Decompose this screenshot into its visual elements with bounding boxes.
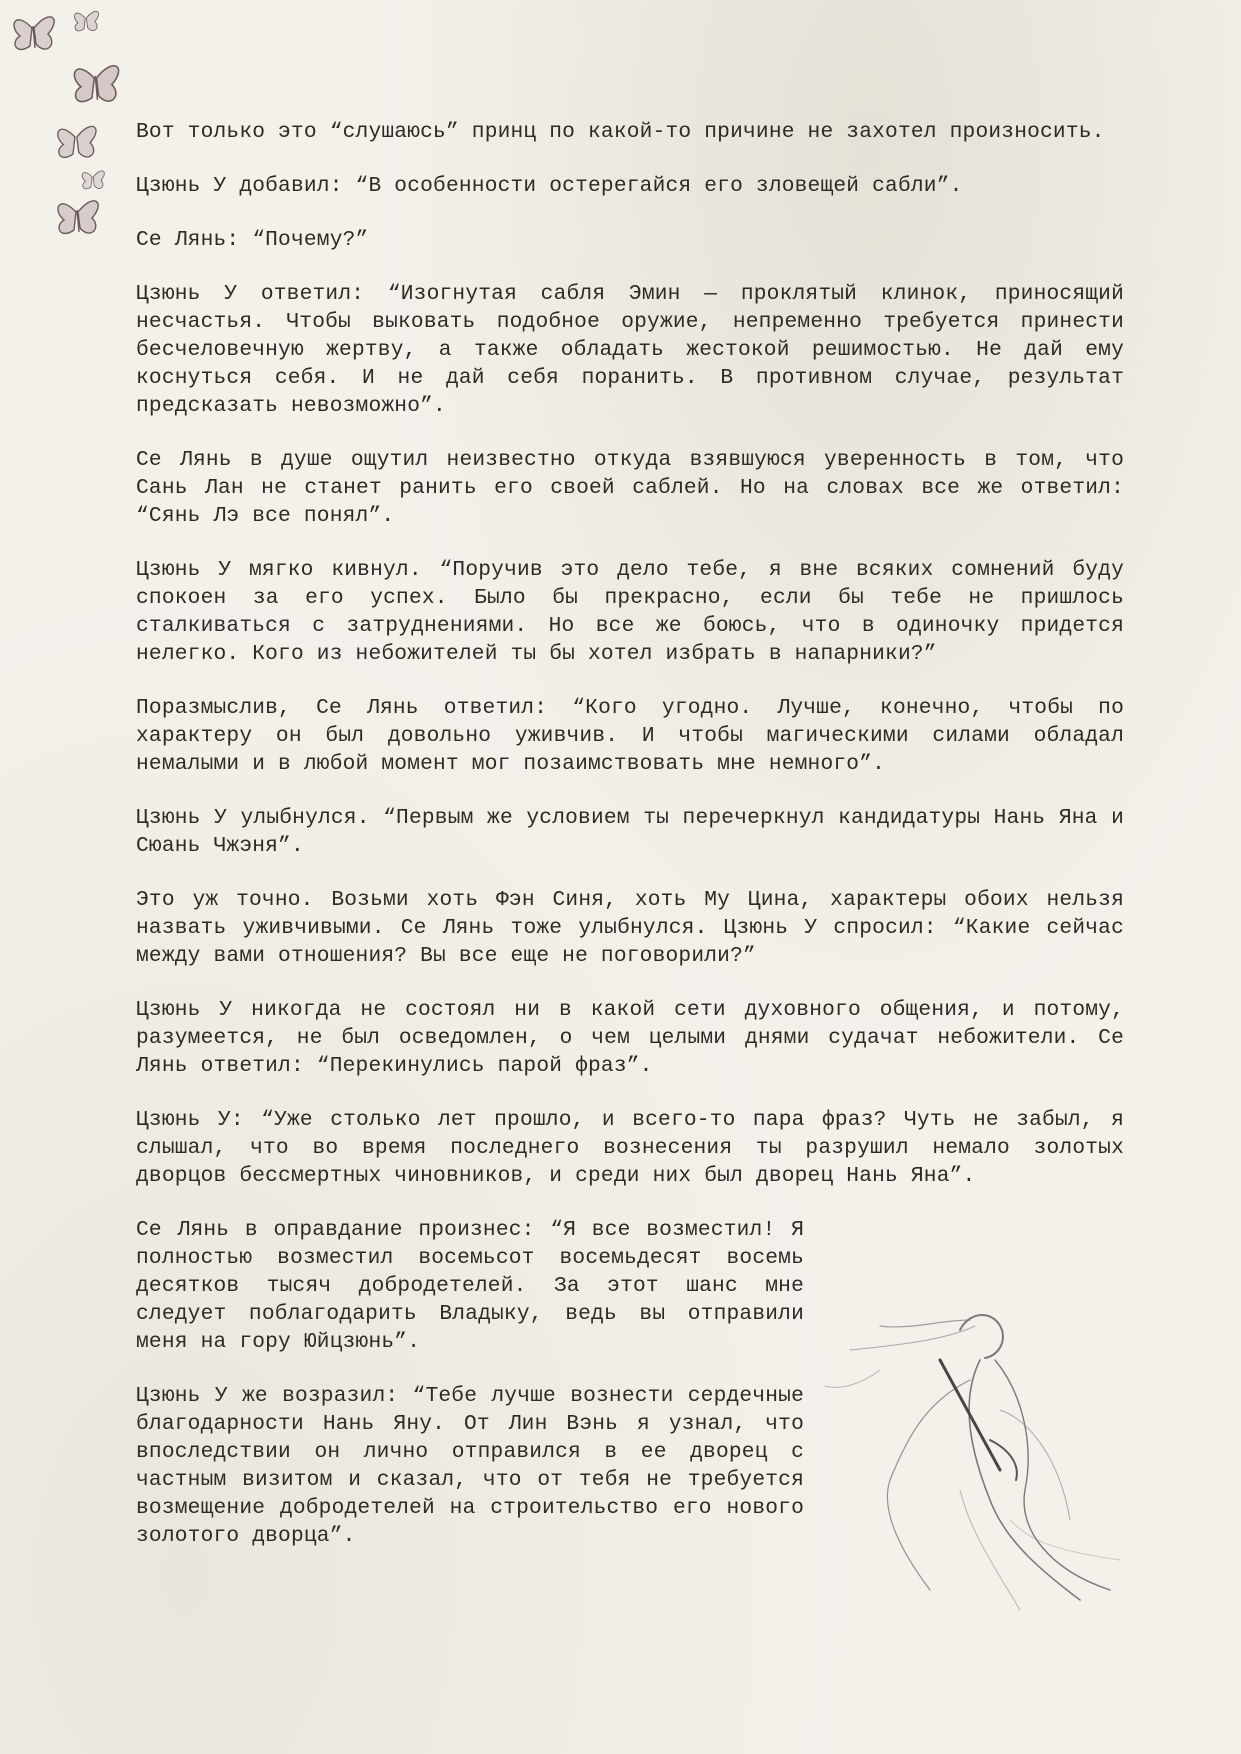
paragraph: Цзюнь У: “Уже столько лет прошло, и всего-то пара фраз? Чуть не забыл, я слышал, что во время последнего вознесения ты разрушил немало золотых дворцов бессмертных чиновников, и среди них был дворец Нань Яна”. [136,1108,1124,1188]
paragraph: Цзюнь У ответил: “Изогнутая сабля Эмин — проклятый клинок, приносящий несчастья. Чтобы выковать подобное оружие, непременно требуется принести бесчеловечную жертву, а также обладать жестокой решимостью. Не дай ему коснуться себя. И не дай себя поранить. В противном случае, результат предсказать невозможно”. [136,282,1124,418]
paragraph: Это уж точно. Возьми хоть Фэн Синя, хоть Му Цина, характеры обоих нельзя назвать уживчивыми. Се Лянь тоже улыбнулся. Цзюнь У спросил: “Какие сейчас между вами отношения? Вы все еще не поговорили?” [136,888,1124,968]
paragraph: Цзюнь У никогда не состоял ни в какой сети духовного общения, и потому, разумеется, не был осведомлен, о чем целыми днями судачат небожители. Се Лянь ответил: “Перекинулись парой фраз”. [136,998,1124,1078]
butterfly-cluster-icon [0,0,150,260]
ink-sketch-swordsman-icon [820,1290,1130,1620]
paragraph: Се Лянь в душе ощутил неизвестно откуда взявшуюся уверенность в том, что Сань Лан не станет ранить его своей саблей. Но на словах все же ответил: “Сянь Лэ все понял”. [136,448,1124,528]
paragraph: Вот только это “слушаюсь” принц по какой-то причине не захотел произносить. [136,120,1105,144]
paragraph: Се Лянь в оправдание произнес: “Я все возместил! Я полностью возместил восемьсот восемьдесят восемь десятков тысяч добродетелей. За этот шанс мне следует поблагодарить Владыку, ведь вы отправили меня на гору Юйцзюнь”. [136,1218,804,1354]
paragraph: Цзюнь У же возразил: “Тебе лучше вознести сердечные благодарности Нань Яну. От Лин Вэнь я узнал, что впоследствии он лично отправился в ее дворец с частным визитом и сказал, что от тебя не требуется возмещение добродетелей на строительство его нового золотого дворца”. [136,1384,804,1548]
paragraph: Цзюнь У улыбнулся. “Первым же условием ты перечеркнул кандидатуры Нань Яна и Сюань Чжэня”. [136,806,1124,858]
paragraph: Поразмыслив, Се Лянь ответил: “Кого угодно. Лучше, конечно, чтобы по характеру он был довольно уживчив. И чтобы магическими силами обладал немалыми и в любой момент мог позаимствовать мне немного”. [136,696,1124,776]
paragraph: Цзюнь У добавил: “В особенности остерегайся его зловещей сабли”. [136,174,963,198]
paragraph: Цзюнь У мягко кивнул. “Поручив это дело тебе, я вне всяких сомнений буду спокоен за его успех. Было бы прекрасно, если бы тебе не пришлось сталкиваться с затруднениями. Но все же боюсь, что в одиночку придется нелегко. Кого из небожителей ты бы хотел избрать в напарники?” [136,558,1124,666]
paragraph: Се Лянь: “Почему?” [136,228,369,252]
